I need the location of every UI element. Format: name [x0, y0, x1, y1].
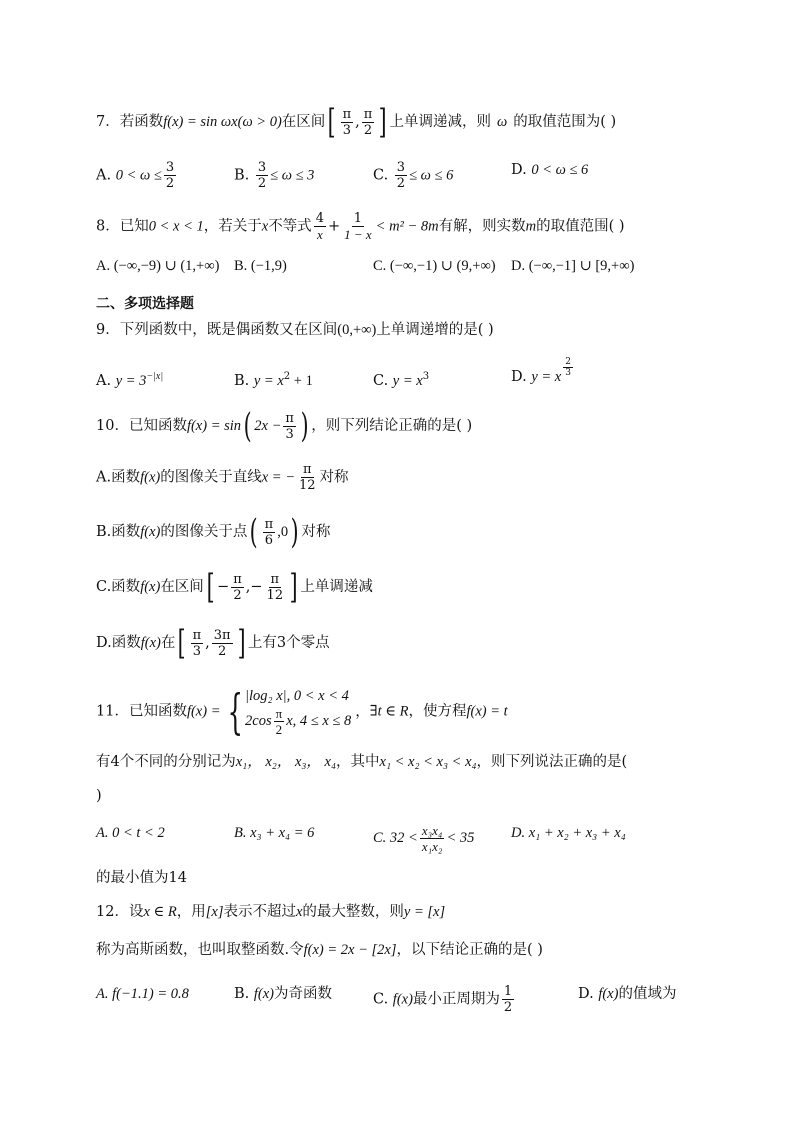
q10-option-a[interactable]: A.函数f(x)的图像关于直线x = − $\frac{\pi}{12}$ 对称 — [96, 462, 349, 493]
q8-option-d[interactable]: D. (−∞,−1] ∪ [9,+∞) — [511, 258, 635, 274]
q10-text-2: ，则下列结论正确的是( ) — [311, 418, 473, 434]
q7-option-a[interactable]: A. 0 < ω ≤ $\frac{3}{2}$ — [96, 160, 175, 191]
q8-var-x: x — [261, 218, 269, 235]
q12-option-a[interactable]: A. f(−1.1) = 0.8 — [96, 986, 189, 1002]
q11-number: 11． — [96, 703, 129, 720]
q9-option-c[interactable]: C. $y = x^3$ — [373, 371, 430, 389]
q9-option-b[interactable]: B. $y = x^2 + 1$ — [234, 371, 313, 389]
q8-text-5: 的取值范围( ) — [536, 218, 625, 235]
q12-condition: x ∈ R — [143, 904, 177, 920]
q11-variables: x₁， x₂， x₃， x₄ — [235, 754, 337, 770]
q11-case-1: |log₂ x|, 0 < x < 4 — [245, 688, 349, 704]
q12-option-d[interactable]: D. f(x)的值域为 — [578, 986, 677, 1002]
q11-piecewise — [245, 686, 351, 737]
q12-stem: 12．设x ∈ R，用[x]表示不超过x的最大整数，则y = [x] — [96, 904, 446, 920]
q10-lhs: f(x) = sin — [186, 418, 242, 434]
q8-text-1: 已知 — [119, 218, 149, 235]
q11-equation: f(x) = t — [466, 703, 508, 720]
q7-function-expr: f(x) = sin ωx(ω > 0) — [163, 114, 282, 130]
q7-omega: ω — [497, 114, 508, 130]
q9-option-d[interactable]: D. y = x $\frac{2}{3}$ — [511, 357, 571, 385]
q7-left-bracket: [ — [327, 102, 336, 142]
q11-option-d[interactable]: D. x₁ + x₂ + x₃ + x₄ — [511, 825, 626, 841]
q10-text-1: 已知函数 — [128, 418, 187, 434]
q7-interval-b: $\frac{\pi}{2}$ — [363, 106, 373, 138]
q9-stem — [96, 320, 494, 340]
q9-number: 9． — [96, 322, 120, 338]
q8-condition: 0 < x < 1 — [148, 218, 204, 235]
q11-order: x₁ < x₂ < x₃ < x₄ — [379, 754, 477, 770]
q11-line-5: 的最小值为14 — [96, 870, 187, 886]
q12-line-2: 称为高斯函数，也叫取整函数.令f(x) = 2x − [2x]，以下结论正确的是( ) — [96, 942, 543, 958]
q11-option-c[interactable]: C. 32 < $\frac{\text{x₃x₄}}{\text{x₁x₂}}$ < 35 — [373, 823, 475, 854]
q7-option-d[interactable]: D. 0 < ω ≤ 6 — [511, 162, 589, 178]
q10-right-paren: ) — [300, 406, 309, 446]
q8-text-3: 不等式 — [268, 218, 312, 235]
q10-left-paren: ( — [243, 406, 252, 446]
q7-option-c[interactable]: C. $\frac{3}{2}$ ≤ ω ≤ 6 — [373, 160, 454, 191]
q11-option-b[interactable]: B. x₃ + x₄ = 6 — [234, 825, 315, 841]
q12-option-b[interactable]: B. f(x)为奇函数 — [234, 986, 332, 1002]
q12-number: 12． — [96, 904, 129, 920]
q12-definition: y = [x] — [403, 904, 446, 920]
q11-exists: ∃t ∈ R — [369, 703, 409, 720]
q9-interval: (0,+∞) — [337, 322, 377, 338]
q7-text-2: 在区间 — [281, 114, 326, 130]
q9-option-a[interactable]: A. $y = 3^{-|x|}$ — [96, 371, 164, 389]
q10-number: 10． — [96, 418, 129, 434]
q8-option-a[interactable]: A. (−∞,−9) ∪ (1,+∞) — [96, 258, 220, 274]
q11-case-2: 2cos $\frac{\pi}{2}$ x, 4 ≤ x ≤ 8 — [245, 706, 352, 737]
q8-stem: 8．已知0 < x < 1，若关于x不等式 $\frac{4}{x}$ + $\frac{1}{1 - x}$ < m² − 8m有解，则实数m的取值范围( ) — [96, 211, 625, 242]
q8-frac-1: $\frac{4}{x}$ — [315, 211, 324, 242]
q8-var-m: m — [525, 218, 537, 235]
q11-stem: 11．已知函数f(x) = { |log₂ x|, 0 < x < 4 2cos $\frac{\pi}{2}$ x, 4 ≤ x ≤ 8 ，∃t ∈ R，使方程f(x) = t — [96, 683, 508, 740]
q7-option-b[interactable]: B. $\frac{3}{2}$ ≤ ω ≤ 3 — [234, 160, 315, 191]
q7-number: 7． — [96, 114, 120, 130]
q12-function-def: f(x) = 2x − [2x] — [303, 942, 397, 958]
q9-text-2: 上单调递增的是( ) — [376, 322, 494, 338]
q11-text-1: 已知函数 — [128, 703, 187, 720]
q7-text-3: 上单调递减，则 — [389, 114, 492, 130]
q10-option-d[interactable]: D.函数f(x)在[ $\frac{\pi}{3}$ , $\frac{3\pi}{2}$ ] 上有3个零点 — [96, 623, 330, 663]
q10-option-c[interactable]: C.函数f(x)在区间[ − $\frac{\pi}{2}$ ,− $\frac{\pi}{12}$ ] 上单调递减 — [96, 567, 373, 607]
q7-text-1: 若函数 — [119, 114, 164, 130]
q8-option-b[interactable]: B. (−1,9) — [234, 258, 287, 274]
q10-option-b[interactable]: B.函数f(x)的图像关于点( $\frac{\pi}{6}$ ,0) 对称 — [96, 512, 331, 552]
q7-stem: 7．若函数f(x) = sin ωx(ω > 0)在区间[ $\frac{\pi}{3}$ , $\frac{\pi}{2}$ ] 上单调递减，则 ω 的取值范围为( ) — [96, 102, 617, 142]
q9-text-1: 下列函数中，既是偶函数又在区间 — [119, 322, 338, 338]
q11-line-3: ) — [96, 788, 102, 804]
q11-brace: { — [228, 683, 244, 740]
q8-option-c[interactable]: C. (−∞,−1) ∪ (9,+∞) — [373, 258, 496, 274]
q10-stem: 10．已知函数f(x) = sin( 2x − $\frac{\pi}{3}$ ) ，则下列结论正确的是( ) — [96, 406, 473, 446]
section-heading: 二、多项选择题 — [96, 296, 194, 312]
q11-option-a[interactable]: A. 0 < t < 2 — [96, 825, 165, 841]
q12-option-c[interactable]: C. f(x)最小正周期为 $\frac{1}{2}$ — [373, 984, 513, 1015]
q8-text-4: 有解，则实数 — [438, 218, 526, 235]
q8-number: 8． — [96, 218, 120, 235]
q11-line-2: 有4个不同的分别记为x₁， x₂， x₃， x₄，其中x₁ < x₂ < x₃ < x₄，则下列说法正确的是( — [96, 754, 628, 770]
q8-text-2: ，若关于 — [203, 218, 262, 235]
q7-interval-a: $\frac{\pi}{3}$ — [342, 106, 352, 138]
q12-bracket: [x] — [205, 904, 224, 920]
q10-arg: 2x − — [254, 418, 282, 434]
q8-frac-2: $\frac{1}{1 - x}$ — [344, 211, 372, 242]
q7-right-bracket: ] — [378, 102, 387, 142]
q11-lhs: f(x) = — [186, 703, 221, 720]
q7-text-4: 的取值范围为( ) — [513, 114, 617, 130]
q8-rhs: < m² − 8m — [375, 218, 439, 235]
